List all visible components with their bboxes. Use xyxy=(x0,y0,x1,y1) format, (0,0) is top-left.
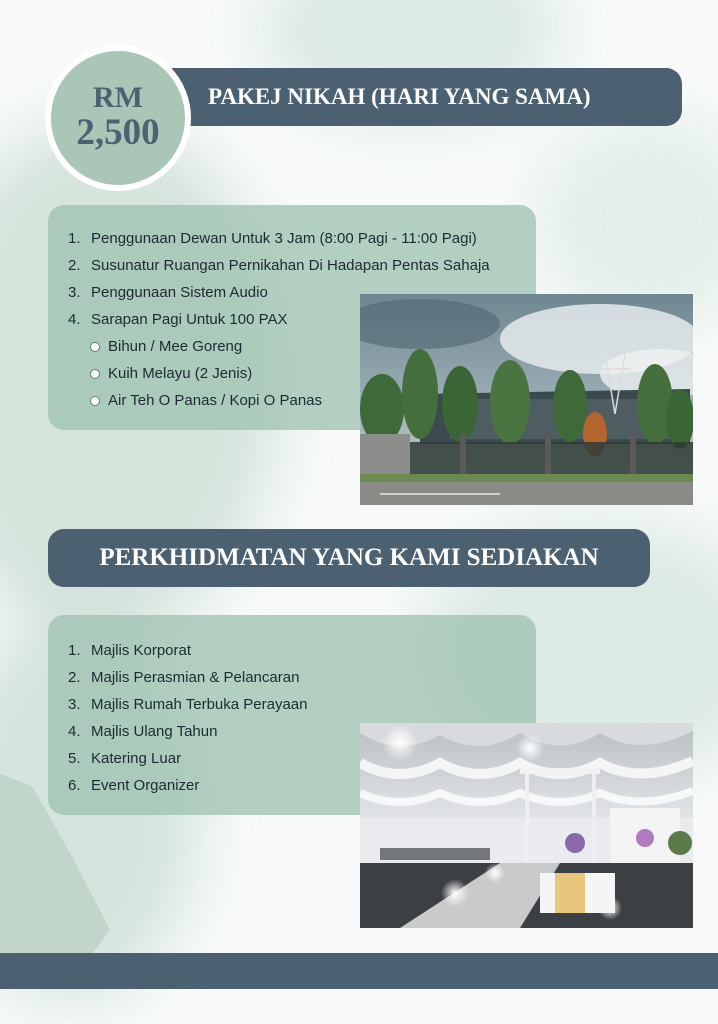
bullet-icon xyxy=(90,369,100,379)
list-item: 1. Majlis Korporat xyxy=(68,642,192,659)
list-item: 2. Susunatur Ruangan Pernikahan Di Hadapan Pentas Sahaja xyxy=(68,257,490,274)
background-wash xyxy=(540,120,718,320)
venue-exterior-photo xyxy=(360,294,693,505)
list-item: Kuih Melayu (2 Jenis) xyxy=(90,360,516,387)
list-item: 3. Penggunaan Sistem Audio xyxy=(68,284,268,301)
list-item: 4. Majlis Ulang Tahun xyxy=(68,723,218,740)
package-title-banner xyxy=(172,68,682,126)
list-item: 4. Sarapan Pagi Untuk 100 PAX xyxy=(68,311,288,328)
services-title: PERKHIDMATAN YANG KAMI SEDIAKAN xyxy=(99,544,599,571)
price-amount: 2,500 xyxy=(76,112,160,153)
list-item: 1. Penggunaan Dewan Untuk 3 Jam (8:00 Pagi - 11:00 Pagi) xyxy=(68,230,477,247)
list-item: Air Teh O Panas / Kopi O Panas xyxy=(90,387,516,414)
footer-band xyxy=(0,953,718,989)
bullet-icon xyxy=(90,342,100,352)
list-item: Bihun / Mee Goreng xyxy=(90,333,516,360)
list-item: 6. Event Organizer xyxy=(68,777,200,794)
list-item: 3. Majlis Rumah Terbuka Perayaan xyxy=(68,696,308,713)
list-item: 2. Majlis Perasmian & Pelancaran xyxy=(68,669,300,686)
package-title: PAKEJ NIKAH (HARI YANG SAMA) xyxy=(208,84,591,109)
list-item: 5. Katering Luar xyxy=(68,750,182,767)
price-currency: RM xyxy=(93,81,143,114)
venue-interior-photo xyxy=(360,723,693,928)
services-title-banner xyxy=(48,529,650,587)
price-badge xyxy=(45,45,191,191)
bullet-icon xyxy=(90,396,100,406)
